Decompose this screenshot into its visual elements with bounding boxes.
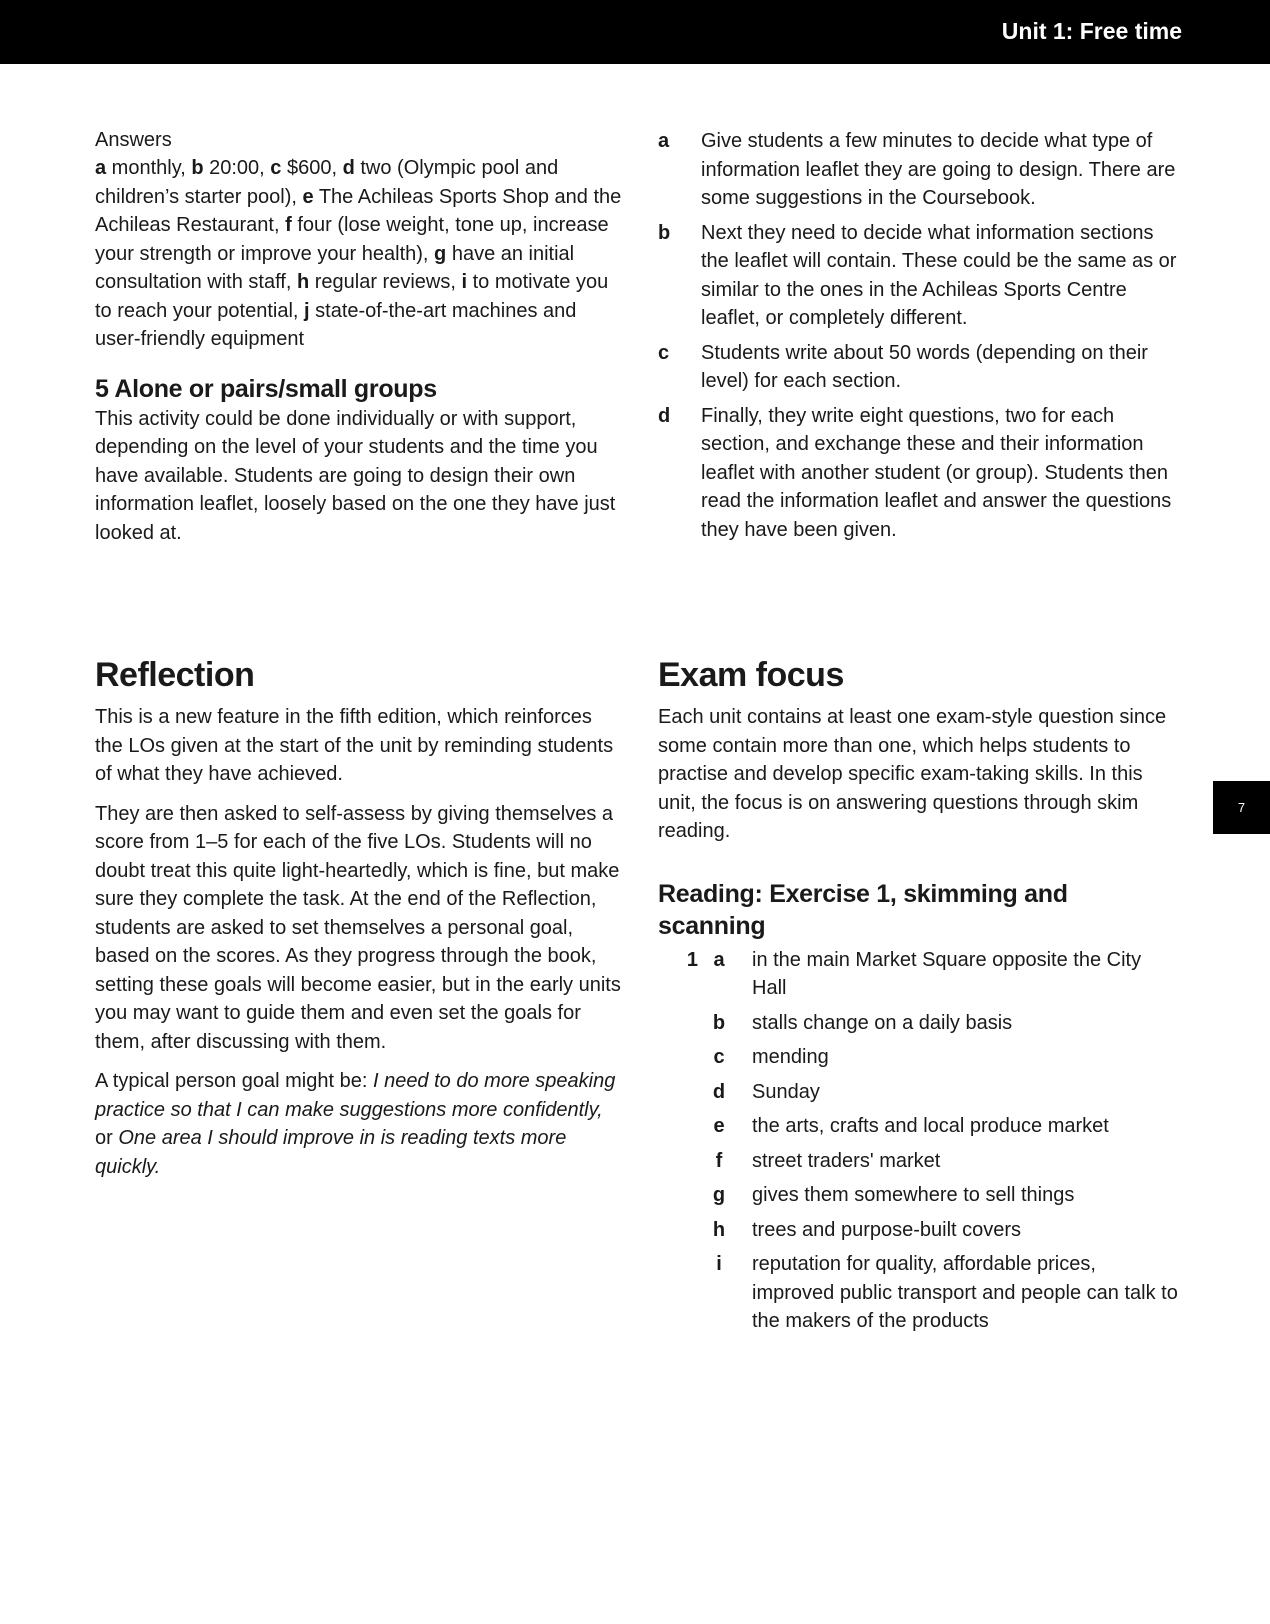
goal-example-2: One area I should improve in is reading texts more quickly. [95, 1127, 567, 1178]
step-item [658, 219, 1178, 333]
section5-text: This activity could be done individually or with support, depending on the level of your students and the time you have available. Students are going to design their own information leaflet, loosely based on the one they have just looked at. [95, 407, 616, 544]
answer-letter: f [285, 214, 292, 236]
exam-focus-section [658, 655, 1178, 1342]
page-number-tab: 7 [1213, 781, 1270, 834]
answer-text: to motivate you to reach your potential, [95, 271, 609, 322]
steps-section [658, 127, 1178, 550]
answer-text: regular reviews, [309, 271, 462, 293]
answer-letter: g [434, 242, 447, 265]
answer-text: have an initial consultation with staff, [95, 242, 575, 293]
answer-text: state-of-the-art machines and user-friendly equipment [95, 299, 577, 350]
reading-answer-item [658, 1250, 1178, 1336]
answer-letter: i [461, 271, 468, 293]
header-bar [0, 0, 1270, 64]
answer-letter: h [712, 1218, 726, 1241]
answer-text: reputation for quality, affordable prices, improved public transport and people can talk to the makers of the products [752, 1253, 1178, 1332]
step-letter: d [658, 404, 671, 427]
step-letter: b [658, 221, 671, 244]
answer-text: mending [752, 1046, 829, 1068]
step-item [658, 127, 1178, 213]
question-number [658, 1009, 698, 1038]
section5-title: 5 Alone or pairs/small groups [95, 374, 437, 403]
answer-text: gives them somewhere to sell things [752, 1184, 1075, 1206]
answer-text: two (Olympic pool and children’s starter pool), [95, 157, 559, 208]
question-number [658, 1147, 698, 1176]
reading-answer-item [658, 946, 1178, 1003]
reflection-title: Reflection [95, 656, 255, 694]
reading-answer-item [658, 1216, 1178, 1245]
goal-example-1: I need to do more speaking practice so that I can make suggestions more confidently, [95, 1070, 616, 1121]
reading-answer-item [658, 1181, 1178, 1210]
steps-list [658, 127, 1178, 544]
answer-text: four (lose weight, tone up, increase your strength or improve your health), [95, 214, 609, 265]
reflection-paragraph-1: This is a new feature in the fifth edition, which reinforces the LOs given at the start of the unit by reminding students of what they have achieved. [95, 706, 614, 785]
answer-text: Sunday [752, 1080, 820, 1103]
answer-letter: e [713, 1115, 725, 1137]
reflection-paragraph-3 [95, 1067, 625, 1181]
step-text: Next they need to decide what information sections the leaflet will contain. These could be the same as or similar to the ones in the Achileas Sports Centre leaflet, or completely different. [701, 221, 1177, 329]
exam-focus-title: Exam focus [658, 656, 844, 694]
answer-letter: b [191, 157, 204, 179]
answer-text: monthly, [106, 157, 192, 179]
step-item [658, 339, 1178, 396]
reading-answer-item [658, 1043, 1178, 1072]
answers-label: Answers [95, 129, 172, 151]
answer-letter: a [713, 948, 725, 971]
answer-letter: h [296, 271, 310, 293]
reading-answer-item [658, 1147, 1178, 1176]
answer-letter: j [304, 299, 310, 322]
question-number: 1 [686, 948, 698, 971]
answer-text: in the main Market Square opposite the City Hall [752, 948, 1142, 999]
reflection-paragraph-2: They are then asked to self-assess by giving themselves a score from 1–5 for each of the five LOs. Students will no doubt treat this quite light-heartedly, which is fine, but make sure they complete the task. At the end of the Reflection, students are asked to set themselves a personal goal, based on the scores. As they progress through the book, setting these goals will become easier, but in the early units you may want to guide them and even set the goals for them, after discussing with them. [95, 802, 621, 1053]
question-number [658, 1043, 698, 1072]
answer-text: street traders' market [752, 1149, 941, 1172]
answer-letter: a [95, 157, 107, 179]
answer-letter: g [712, 1184, 726, 1206]
step-letter: a [658, 130, 670, 152]
answer-text: trees and purpose-built covers [752, 1218, 1022, 1241]
reading-answer-item [658, 1112, 1178, 1141]
answers-section [95, 126, 625, 547]
answer-letter: d [712, 1080, 726, 1103]
answer-text: 20:00, [203, 157, 271, 179]
goal-or: or [95, 1127, 119, 1149]
answer-letter: f [715, 1149, 723, 1172]
reading-answer-item [658, 1009, 1178, 1038]
unit-title: Unit 1: Free time [1001, 18, 1182, 44]
exam-focus-text: Each unit contains at least one exam-style question since some contain more than one, which helps students to practise and develop specific exam-taking skills. In this unit, the focus is on answering questions through skim reading. [658, 706, 1167, 842]
reading-answer-item [658, 1078, 1178, 1107]
answers-text [95, 154, 625, 354]
answer-letter: b [712, 1011, 726, 1034]
answer-text: The Achileas Sports Shop and the Achileas Restaurant, [95, 185, 622, 236]
step-text: Students write about 50 words (depending on their level) for each section. [701, 341, 1148, 392]
step-letter: c [658, 341, 670, 364]
answer-letter: i [716, 1253, 722, 1275]
answer-letter: e [302, 185, 314, 208]
question-number [658, 1112, 698, 1141]
question-number [658, 1181, 698, 1210]
answer-letter: d [342, 157, 355, 179]
reflection-section [95, 655, 625, 1181]
answer-letter: c [713, 1046, 725, 1068]
question-number [658, 1216, 698, 1245]
reading-title: Reading: Exercise 1, skimming and scanning [658, 879, 1068, 940]
answer-letter: c [270, 157, 282, 179]
reading-answers-list [658, 946, 1178, 1336]
step-text: Give students a few minutes to decide what type of information leaflet they are going to design. There are some suggestions in the Coursebook. [701, 130, 1176, 209]
step-text: Finally, they write eight questions, two for each section, and exchange these and their information leaflet with another student (or group). Students then read the information leaflet and answer the questions they have been given. [701, 404, 1172, 541]
question-number [658, 1250, 698, 1336]
question-number [658, 1078, 698, 1107]
answer-text: $600, [281, 157, 343, 179]
goal-intro: A typical person goal might be: [95, 1070, 373, 1092]
answer-text: stalls change on a daily basis [752, 1011, 1013, 1034]
step-item [658, 402, 1178, 545]
answer-text: the arts, crafts and local produce market [752, 1115, 1109, 1137]
